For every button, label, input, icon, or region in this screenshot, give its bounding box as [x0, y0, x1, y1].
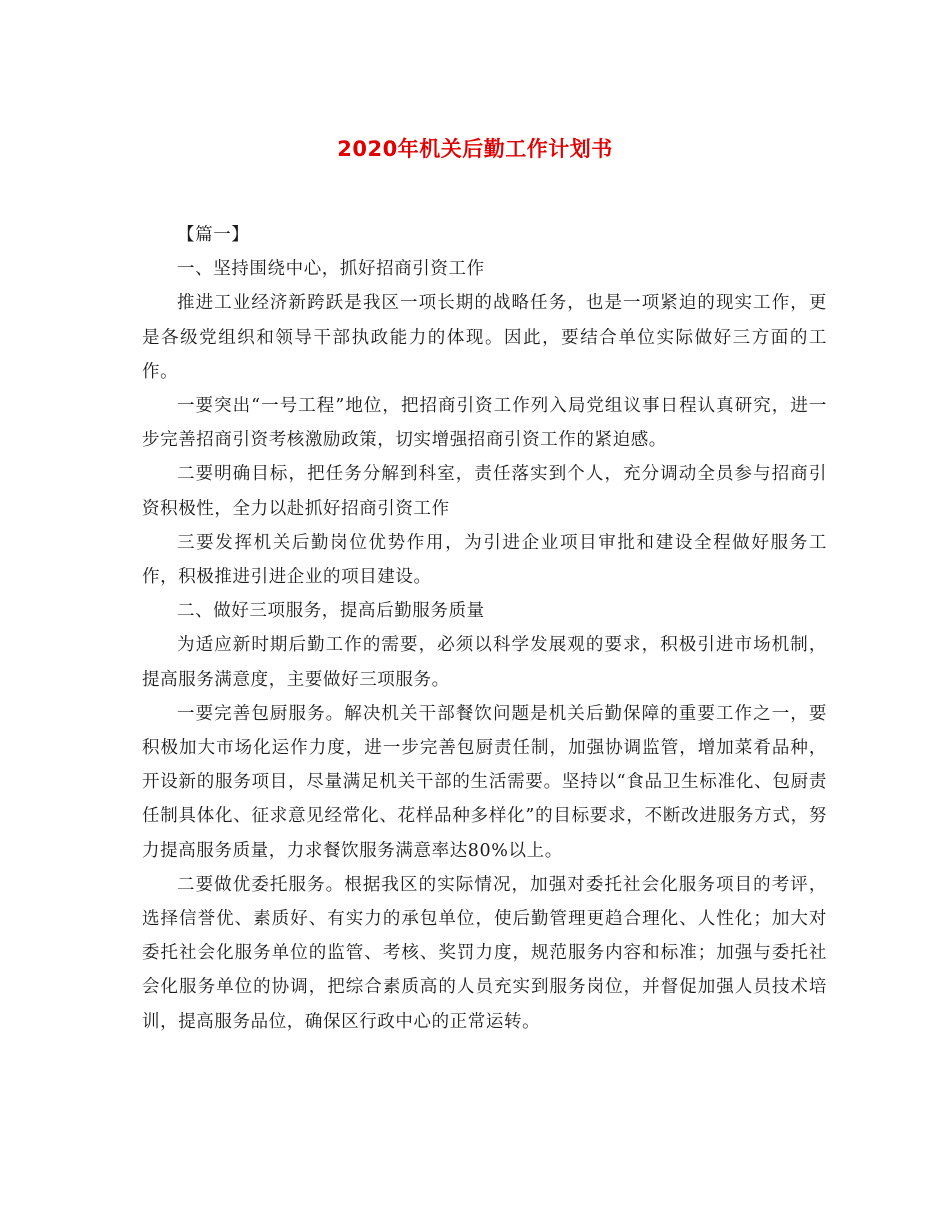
section-heading-1: 一、坚持围绕中心，抓好招商引资工作 [177, 259, 485, 280]
paragraph: 一要突出“一号工程”地位，把招商引资工作列入局党组议事日程认真研究，进一步完善招商引资考核激励政策，切实增强招商引资工作的紧迫感。 [142, 396, 827, 451]
paragraph: 为适应新时期后勤工作的需要，必须以科学发展观的要求，积极引进市场机制，提高服务满意度，主要做好三项服务。 [142, 635, 827, 690]
paragraph: 三要发挥机关后勤岗位优势作用，为引进企业项目审批和建设全程做好服务工作，积极推进引进企业的项目建设。 [142, 532, 827, 588]
document-title: 2020年机关后勤工作计划书 [337, 137, 613, 161]
section-heading-2: 二、做好三项服务，提高后勤服务质量 [177, 601, 485, 622]
paragraph: 二要明确目标，把任务分解到科室，责任落实到个人，充分调动全员参与招商引资积极性，全力以赴抓好招商引资工作 [142, 464, 827, 519]
section-marker: 【篇一】 [177, 225, 250, 245]
paragraph: 推进工业经济新跨跃是我区一项长期的战略任务，也是一项紧迫的现实工作，更是各级党组织和领导干部执政能力的体现。因此，要结合单位实际做好三方面的工作。 [142, 293, 827, 382]
paragraph: 一要完善包厨服务。解决机关干部餐饮问题是机关后勤保障的重要工作之一，要积极加大市场化运作力度，进一步完善包厨责任制，加强协调监管，增加菜肴品种，开设新的服务项目，尽量满足机关干部的生活需要。坚持以“食品卫生标准化、包厨责任制具体化、征求意见经常化、花样品种多样化”的目标要求，不断改进服务方式，努力提高服务质量，力求餐饮服务满意率达80%以上。 [142, 703, 827, 861]
document-body [142, 218, 827, 1039]
paragraph: 二要做优委托服务。根据我区的实际情况，加强对委托社会化服务项目的考评，选择信誉优、素质好、有实力的承包单位，使后勤管理更趋合理化、人性化；加大对委托社会化服务单位的监管、考核、奖罚力度，规范服务内容和标准；加强与委托社会化服务单位的协调，把综合素质高的人员充实到服务岗位，并督促加强人员技术培训，提高服务品位，确保区行政中心的正常运转。 [142, 874, 827, 1032]
